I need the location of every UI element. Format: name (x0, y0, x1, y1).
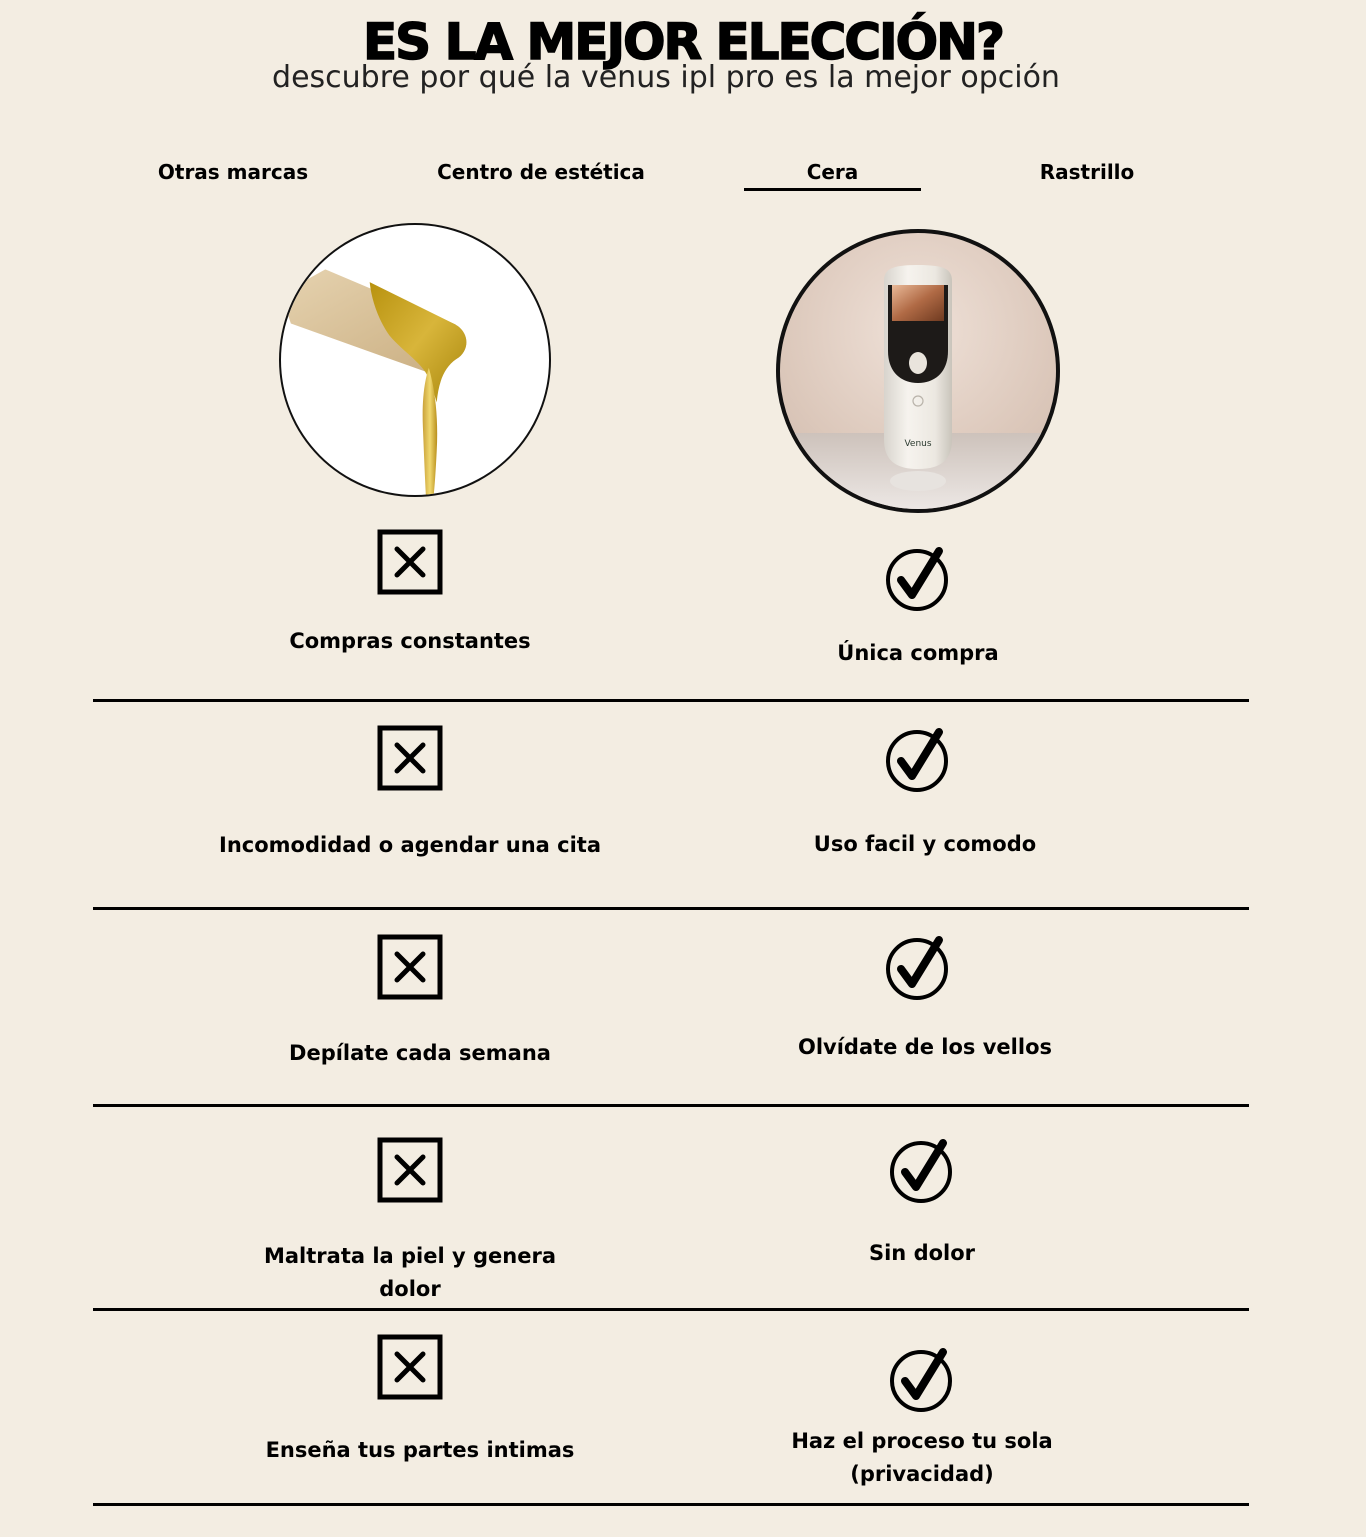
venus-ipl-device-image (776, 229, 1060, 513)
tab-label: Otras marcas (157, 160, 309, 184)
cross-box-icon (377, 1334, 443, 1400)
row-divider (93, 1308, 1249, 1311)
con-label: Maltrata la piel y genera dolor (263, 1244, 556, 1301)
page-title: ES LA MEJOR ELECCIÓN? (363, 13, 1003, 71)
cross-box-icon (377, 934, 443, 1000)
pro-label: Haz el proceso tu sola (privacidad) (791, 1429, 1053, 1486)
row-divider (93, 699, 1249, 702)
device-brand-text: Venus (904, 439, 932, 449)
tab-label: Cera (806, 160, 859, 184)
check-circle-icon (884, 545, 950, 611)
pro-label: Única compra (837, 641, 999, 665)
wax-stick-image (279, 223, 551, 497)
check-circle-icon (884, 726, 950, 792)
con-label: Compras constantes (289, 629, 531, 653)
cross-box-icon (377, 725, 443, 791)
pro-label: Uso facil y comodo (813, 832, 1037, 856)
con-label: Depílate cada semana (289, 1041, 551, 1065)
cross-box-icon (377, 1137, 443, 1203)
tab-label: Rastrillo (1039, 160, 1135, 184)
cross-box-icon (377, 529, 443, 595)
tab-rastrillo[interactable] (1020, 159, 1154, 193)
tab-cera[interactable] (744, 159, 921, 193)
row-divider (93, 907, 1249, 910)
row-divider (93, 1503, 1249, 1506)
tab-otras-marcas[interactable] (140, 159, 326, 193)
venus-device-illustration (780, 233, 1056, 509)
con-label: Incomodidad o agendar una cita (219, 833, 601, 857)
wax-stick-illustration (281, 225, 549, 495)
tab-centro-de-estetica[interactable] (420, 159, 662, 193)
check-circle-icon (888, 1346, 954, 1412)
check-circle-icon (888, 1137, 954, 1203)
con-label: Enseña tus partes intimas (265, 1438, 575, 1462)
pro-label: Sin dolor (868, 1241, 976, 1265)
tab-label: Centro de estética (437, 160, 645, 184)
pro-label: Olvídate de los vellos (797, 1035, 1052, 1059)
page-subtitle: descubre por qué la venus ipl pro es la mejor opción (272, 60, 1060, 95)
check-circle-icon (884, 934, 950, 1000)
row-divider (93, 1104, 1249, 1107)
